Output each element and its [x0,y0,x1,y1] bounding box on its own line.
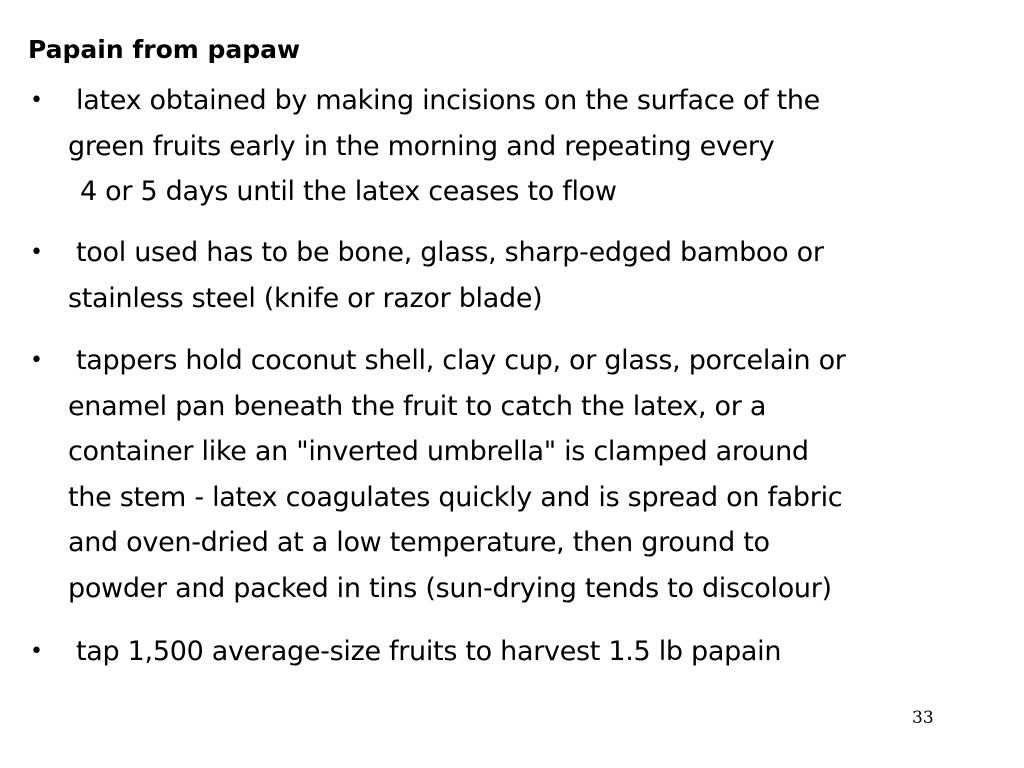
bullet-text [68,629,781,675]
bullet-icon: • [30,639,43,664]
slide-title: Papain from papaw [28,35,301,64]
bullet-line: and oven-dried at a low temperature, then ground to [68,527,770,558]
bullet-line: 4 or 5 days until the latex ceases to flow [80,176,617,207]
bullet-line: enamel pan beneath the fruit to catch the latex, or a [68,390,767,422]
bullet-icon: • [30,240,43,265]
bullet-text [68,78,820,215]
bullet-icon: • [30,348,43,373]
bullet-line: tap 1,500 average-size fruits to harvest 1.5 lb papain [76,636,782,667]
bullet-line: stainless steel (knife or razor blade) [68,282,543,314]
bullet-line: latex obtained by making incisions on the surface of the [76,85,820,116]
bullet-line: tool used has to be bone, glass, sharp-edged bamboo or [76,237,824,268]
bullet-text [68,338,846,611]
bullet-line: the stem - latex coagulates quickly and is spread on fabric [68,481,843,513]
bullet-line: tappers hold coconut shell, clay cup, or glass, porcelain or [76,345,846,376]
bullet-icon: • [30,88,43,113]
bullet-line: powder and packed in tins (sun-drying tends to discolour) [68,572,832,604]
bullet-line: container like an "inverted umbrella" is clamped around [68,436,809,467]
bullet-line: green fruits early in the morning and repeating every [68,130,775,162]
page-number: 33 [912,708,934,728]
bullet-text [68,230,824,321]
